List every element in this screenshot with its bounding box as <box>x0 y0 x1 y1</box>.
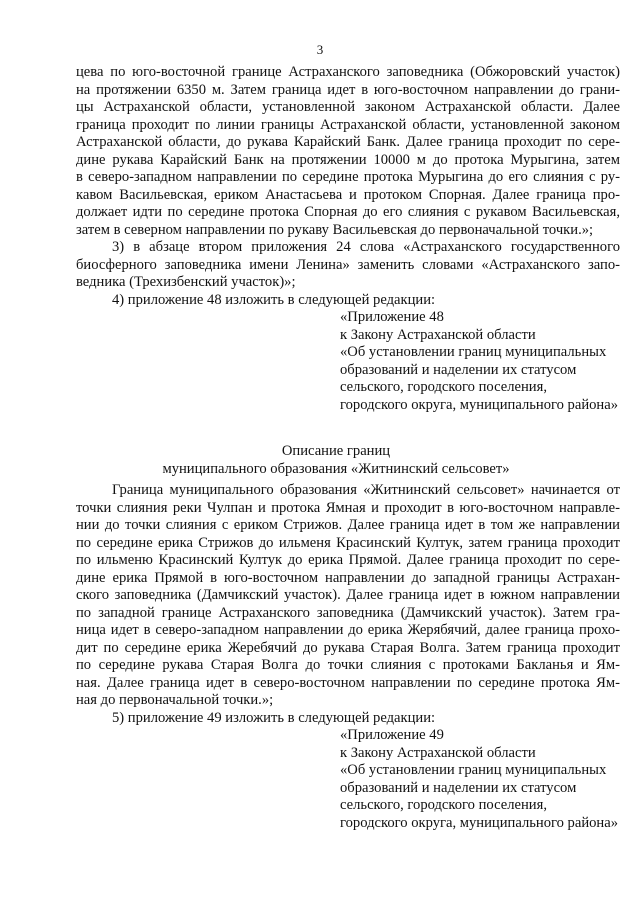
text-line: биосферного заповедника имени Ленина» заменить словами «Астраханского запо- <box>76 256 620 273</box>
text-line: нии до точки слияния с ериком Стрижов. Далее граница идет в том же направлении <box>76 517 620 533</box>
appendix-48-caption <box>340 309 620 414</box>
appendix-line: образований и наделении их статусом <box>340 779 577 796</box>
appendix-line: «Приложение 48 <box>340 309 444 325</box>
text-line: должает идти по середине протока Спорная до его слияния с рукавом Васильевская, <box>76 204 620 220</box>
document-body-upper <box>76 64 620 478</box>
text-line: ница идет в северо-западном направлении до ерика Жерябячий, далее граница прохо- <box>76 622 620 638</box>
appendix-line: сельского, городского поселения, <box>340 379 547 395</box>
text-line: дит по середине ерика Жеребячий до рукава Старая Волга. Затем граница проходит <box>76 639 620 656</box>
text-line: ского заповедника (Дамчикский участок). Далее граница идет в южном направлении <box>76 587 620 603</box>
text-line: по западной границе Астраханского заповедника (Дамчикский участок). Затем гра- <box>76 604 620 621</box>
text-line: по ильменю Красинский Култук до ерика Прямой. Далее граница проходит по сере- <box>76 552 620 568</box>
appendix-line: сельского, городского поселения, <box>340 797 547 813</box>
heading-line-1: Описание границ <box>281 443 391 459</box>
text-line: граница проходит по линии границы Астраханской области, установленной законом <box>76 116 620 133</box>
amendment-item-4: 4) приложение 48 изложить в следующей редакции: <box>112 291 436 308</box>
document-body-lower <box>76 482 620 832</box>
text-line: ведника (Трехизбенский участок)»; <box>76 274 296 290</box>
appendix-line: городского округа, муниципального района» <box>340 396 619 413</box>
appendix-49-caption <box>340 727 620 832</box>
page-number: 3 <box>316 42 324 57</box>
text-line: 3) в абзаце втором приложения 24 слова «Астраханского государственного <box>112 239 620 255</box>
text-line: дине ерика Прямой в юго-восточном направлении до западной границы Астрахан- <box>76 569 620 586</box>
appendix-line: к Закону Астраханской области <box>340 744 536 761</box>
boundary-description-paragraph <box>76 482 620 710</box>
heading-line-2: муниципального образования «Житнинский сельсовет» <box>162 460 510 477</box>
text-line: цева по юго-восточной границе Астраханского заповедника (Обжоровский участок) <box>76 64 620 80</box>
amendment-item-5: 5) приложение 49 изложить в следующей редакции: <box>112 709 436 726</box>
text-line: ная. Далее граница идет в северо-восточном направлении по середине протока Ям- <box>76 674 620 691</box>
appendix-line: к Закону Астраханской области <box>340 326 536 343</box>
appendix-line: образований и наделении их статусом <box>340 361 577 378</box>
text-line: по середине ерика Стрижов до ильменя Красинский Култук, затем граница проходит <box>76 534 620 551</box>
text-line: ная до первоначальной точки.»; <box>76 692 274 708</box>
appendix-line: «Об установлении границ муниципальных <box>340 344 607 360</box>
section-heading <box>64 443 608 478</box>
text-line: Астраханской области, до рукава Карайский Банк. Далее граница проходит по сере- <box>76 134 620 150</box>
text-line: по середине рукава Старая Волга до точки слияния с протоками Бакланья и Ям- <box>76 657 620 673</box>
text-line: в северо-западном направлении по середине протока Мурыгина до его слияния с ру- <box>76 169 620 185</box>
appendix-line: «Приложение 49 <box>340 727 444 743</box>
paragraph-continuation <box>76 64 620 239</box>
appendix-line: городского округа, муниципального района» <box>340 814 619 831</box>
text-line: точки слияния реки Чулпан и протока Ямная и проходит в юго-восточном направле- <box>76 499 620 516</box>
text-line: Граница муниципального образования «Житнинский сельсовет» начинается от <box>112 482 620 498</box>
text-line: цы Астраханской области, установленной законом Астраханской области. Далее <box>76 99 620 115</box>
text-line: затем в северном направлении по рукаву Васильевская до первоначальной точки.»; <box>76 221 594 238</box>
text-line: кавом Васильевская, ериком Анастасьева и протоком Спорная. Далее граница про- <box>76 186 620 203</box>
text-line: дине рукава Карайский Банк на протяжении 10000 м до протока Мурыгина, затем <box>76 151 620 168</box>
text-line: на протяжении 6350 м. Затем граница идет в юго-восточном направлении до грани- <box>76 81 620 98</box>
appendix-line: «Об установлении границ муниципальных <box>340 762 607 778</box>
amendment-item-3 <box>76 239 620 292</box>
